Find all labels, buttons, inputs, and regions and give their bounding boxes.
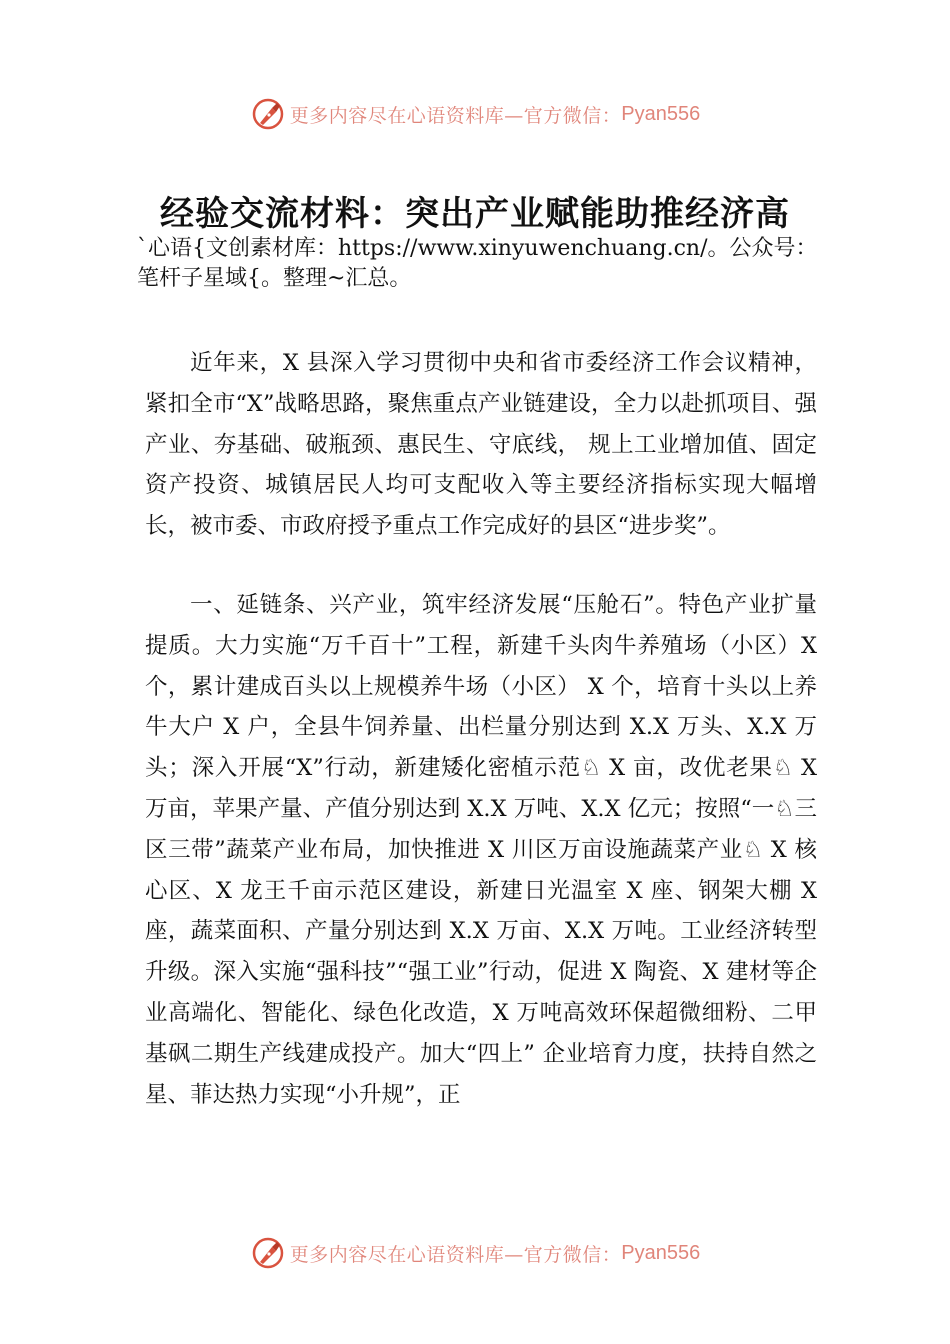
- body-paragraph: 一、延链条、兴产业，筑牢经济发展“压舱石”。特色产业扩量提质。大力实施“万千百十”工程，新建千头肉牛养殖场（小区）X 个，累计建成百头以上规模养牛场（小区） X 个，培育十头以上养牛大户 X 户，全县牛饲养量、出栏量分别达到 X.X 万头、X.X 万头；深入开展“X”行动，新建矮化密植示范♘ X 亩，改优老果♘ X 万亩，苹果产量、产值分别达到 X.X 万吨、X.X 亿元；按照“一♘三区三带”蔬菜产业布局，加快推进 X 川区万亩设施蔬菜产业♘ X 核心区、X 龙王千亩示范区建设，新建日光温室 X 座、钢架大棚 X 座，蔬菜面积、产量分别达到 X.X 万亩、X.X 万吨。工业经济转型升级。深入实施“强科技”“强工业”行动，促进 X 陶瓷、X 建材等企业高端化、智能化、绿色化改造，X 万吨高效环保超微细粉、二甲基砜二期生产线建成投产。加大“四上” 企业培育力度，扶持自然之星、菲达热力实现“小升规”，正: [145, 592, 817, 1108]
- banner-text: 更多内容尽在心语资料库—官方微信：: [289, 104, 622, 127]
- pen-nib-logo-icon: [250, 1235, 286, 1271]
- wechat-id: Pyan556: [621, 1241, 701, 1264]
- footer-banner: [0, 1233, 950, 1273]
- body-paragraph: 近年来，X 县深入学习贯彻中央和省市委经济工作会议精神，紧扣全市“X”战略思路，聚焦重点产业链建设，全力以赴抓项目、强产业、夯基础、破瓶颈、惠民生、守底线， 规上工业增加值、固定资产投资、城镇居民人均可支配收入等主要经济指标实现大幅增长，被市委、市政府授予重点工作完成好的县区“进步奖”。: [145, 350, 817, 540]
- document-title: 经验交流材料：突出产业赋能助推经济高: [160, 194, 790, 234]
- banner-text: 更多内容尽在心语资料库—官方微信：: [289, 1243, 622, 1266]
- source-note: `心语{文创素材库：https://www.xinyuwenchuang.cn/。公众号：笔杆子星域{。整理~汇总。: [137, 236, 818, 291]
- pen-nib-logo-icon: [250, 96, 286, 132]
- wechat-id: Pyan556: [621, 102, 701, 125]
- header-banner: [0, 94, 950, 134]
